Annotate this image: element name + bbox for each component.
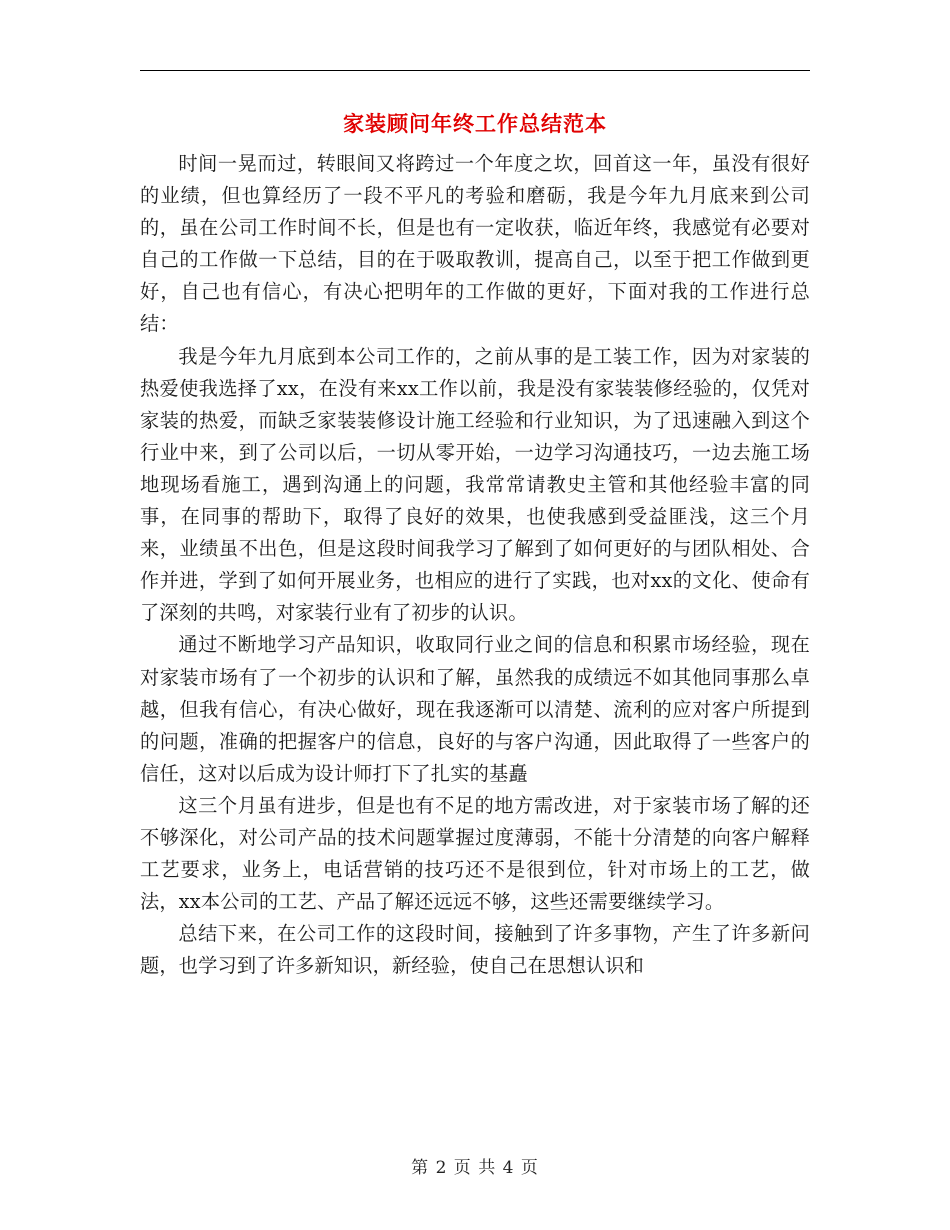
paragraph: 总结下来，在公司工作的这段时间，接触到了许多事物，产生了许多新问题，也学习到了许多新知识，新经验，使自己在思想认识和: [140, 922, 810, 978]
paragraph: 通过不断地学习产品知识，收取同行业之间的信息和积累市场经验，现在对家装市场有了一个初步的认识和了解，虽然我的成绩远不如其他同事那么卓越，但我有信心，有决心做好，现在我逐渐可以清楚、流利的应对客户所提到的问题，准确的把握客户的信息，良好的与客户沟通，因此取得了一些客户的信任，这对以后成为设计师打下了扎实的基矗: [140, 633, 810, 785]
document-body: [140, 148, 810, 982]
paragraph: 我是今年九月底到本公司工作的，之前从事的是工装工作，因为对家装的热爱使我选择了xx，在没有来xx工作以前，我是没有家装装修经验的，仅凭对家装的热爱，而缺乏家装装修设计施工经验和行业知识，为了迅速融入到这个行业中来，到了公司以后，一切从零开始，一边学习沟通技巧，一边去施工场地现场看施工，遇到沟通上的问题，我常常请教史主管和其他经验丰富的同事，在同事的帮助下，取得了良好的效果，也使我感到受益匪浅，这三个月来，业绩虽不出色，但是这段时间我学习了解到了如何更好的与团队相处、合作并进，学到了如何开展业务，也相应的进行了实践，也对xx的文化、使命有了深刻的共鸣，对家装行业有了初步的认识。: [140, 344, 810, 625]
document-title: 家装顾问年终工作总结范本: [343, 111, 607, 136]
paragraph: 时间一晃而过，转眼间又将跨过一个年度之坎，回首这一年，虽没有很好的业绩，但也算经历了一段不平凡的考验和磨砺，我是今年九月底来到公司的，虽在公司工作时间不长，但是也有一定收获，临近年终，我感觉有必要对自己的工作做一下总结，目的在于吸取教训，提高自己，以至于把工作做到更好，自己也有信心，有决心把明年的工作做的更好，下面对我的工作进行总结：: [140, 152, 810, 336]
header-rule: [140, 70, 810, 71]
page-number-footer: 第 2 页 共 4 页: [411, 1158, 539, 1178]
paragraph: 这三个月虽有进步，但是也有不足的地方需改进，对于家装市场了解的还不够深化，对公司产品的技术问题掌握过度薄弱，不能十分清楚的向客户解释工艺要求，业务上，电话营销的技巧还不是很到位，针对市场上的工艺，做法，xx本公司的工艺、产品了解还远远不够，这些还需要继续学习。: [140, 793, 810, 914]
